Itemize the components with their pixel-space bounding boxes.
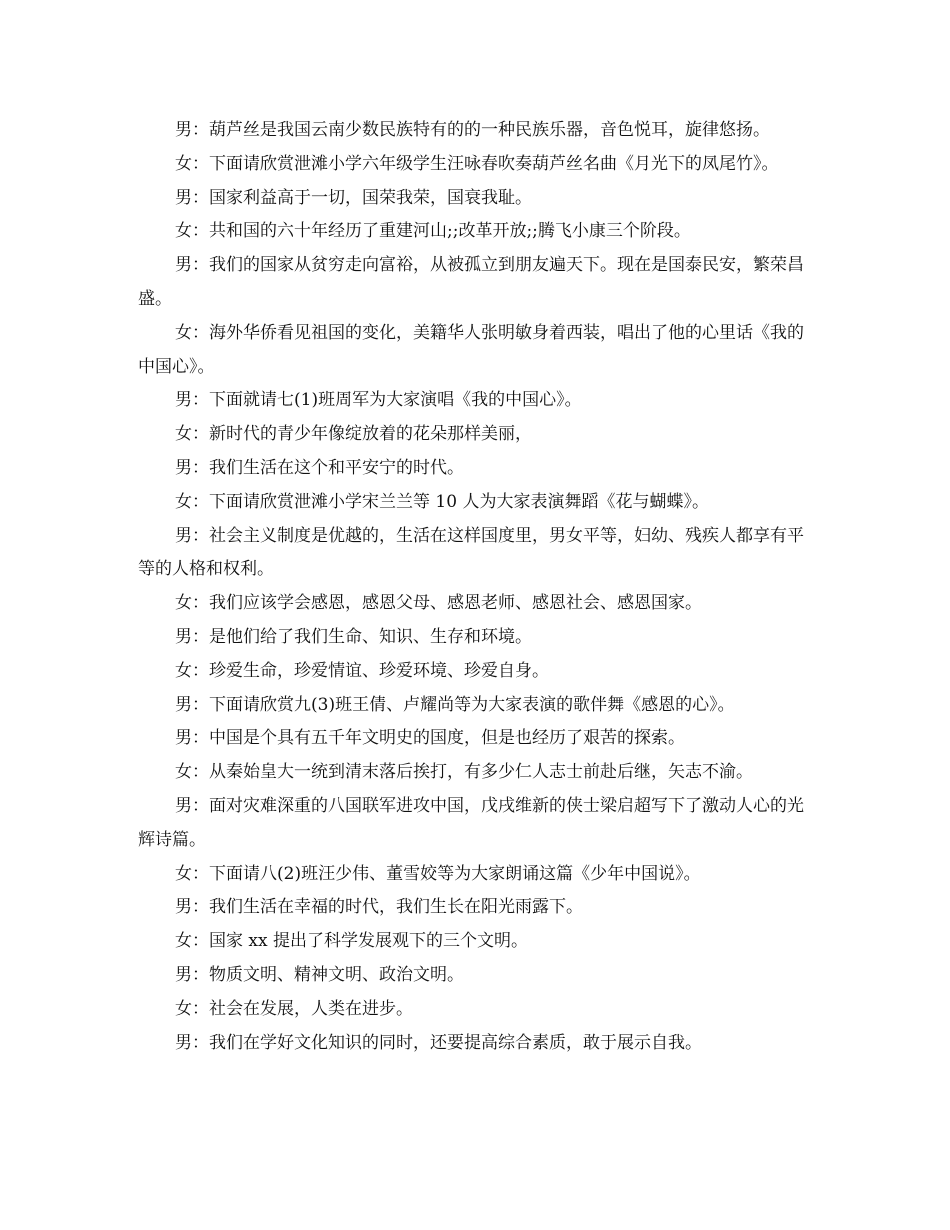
- paragraph: 女：我们应该学会感恩，感恩父母、感恩老师、感恩社会、感恩国家。: [175, 593, 702, 614]
- paragraph: 男：下面就请七(1)班周军为大家演唱《我的中国心》。: [175, 390, 582, 411]
- paragraph: 男：我们生活在幸福的时代，我们生长在阳光雨露下。: [175, 897, 583, 918]
- paragraph: 女：社会在发展，人类在进步。: [175, 998, 413, 1019]
- paragraph: 女：海外华侨看见祖国的变化，美籍华人张明敏身着西装，唱出了他的心里话《我的中国心》。: [138, 322, 804, 377]
- paragraph: 女：新时代的青少年像绽放着的花朵那样美丽，: [175, 424, 532, 445]
- paragraph: 女：共和国的六十年经历了重建河山;;改革开放;;腾飞小康三个阶段。: [175, 221, 691, 242]
- paragraph: 男：是他们给了我们生命、知识、生存和环境。: [175, 626, 532, 647]
- paragraph: 男：葫芦丝是我国云南少数民族特有的的一种民族乐器，音色悦耳，旋律悠扬。: [175, 120, 770, 140]
- paragraph: 男：我们生活在这个和平安宁的时代。: [175, 457, 464, 478]
- paragraph: 女：下面请欣赏泄滩小学六年级学生汪咏春吹奏葫芦丝名曲《月光下的凤尾竹》。: [175, 153, 779, 174]
- paragraph: 女：珍爱生命，珍爱情谊、珍爱环境、珍爱自身。: [175, 660, 549, 681]
- paragraph: 男：我们的国家从贫穷走向富裕，从被孤立到朋友遍天下。现在是国泰民安，繁荣昌盛。: [138, 255, 804, 309]
- paragraph: 女：从秦始皇大一统到清末落后挨打，有多少仁人志士前赴后继，矢志不渝。: [175, 762, 753, 783]
- paragraph: 男：国家利益高于一切，国荣我荣，国衰我耻。: [175, 187, 532, 208]
- paragraph: 女：下面请八(2)班汪少伟、董雪姣等为大家朗诵这篇《少年中国说》。: [175, 863, 701, 884]
- paragraph: 女：下面请欣赏泄滩小学宋兰兰等 10 人为大家表演舞蹈《花与蝴蝶》。: [175, 491, 709, 512]
- paragraph: 男：我们在学好文化知识的同时，还要提高综合素质，敢于展示自我。: [175, 1032, 702, 1053]
- paragraph: 男：中国是个具有五千年文明史的国度，但是也经历了艰苦的探索。: [175, 728, 685, 749]
- paragraph: 女：国家 xx 提出了科学发展观下的三个文明。: [175, 931, 528, 952]
- document-body: [138, 114, 818, 1060]
- paragraph: 男：社会主义制度是优越的，生活在这样国度里，男女平等，妇幼、残疾人都享有平等的人格和权利。: [138, 525, 804, 580]
- paragraph: 男：物质文明、精神文明、政治文明。: [175, 964, 464, 985]
- paragraph: 男：下面请欣赏九(3)班王倩、卢耀尚等为大家表演的歌伴舞《感恩的心》。: [175, 694, 735, 715]
- paragraph: 男：面对灾难深重的八国联军进攻中国，戊戌维新的侠士梁启超写下了激动人心的光辉诗篇。: [138, 795, 804, 850]
